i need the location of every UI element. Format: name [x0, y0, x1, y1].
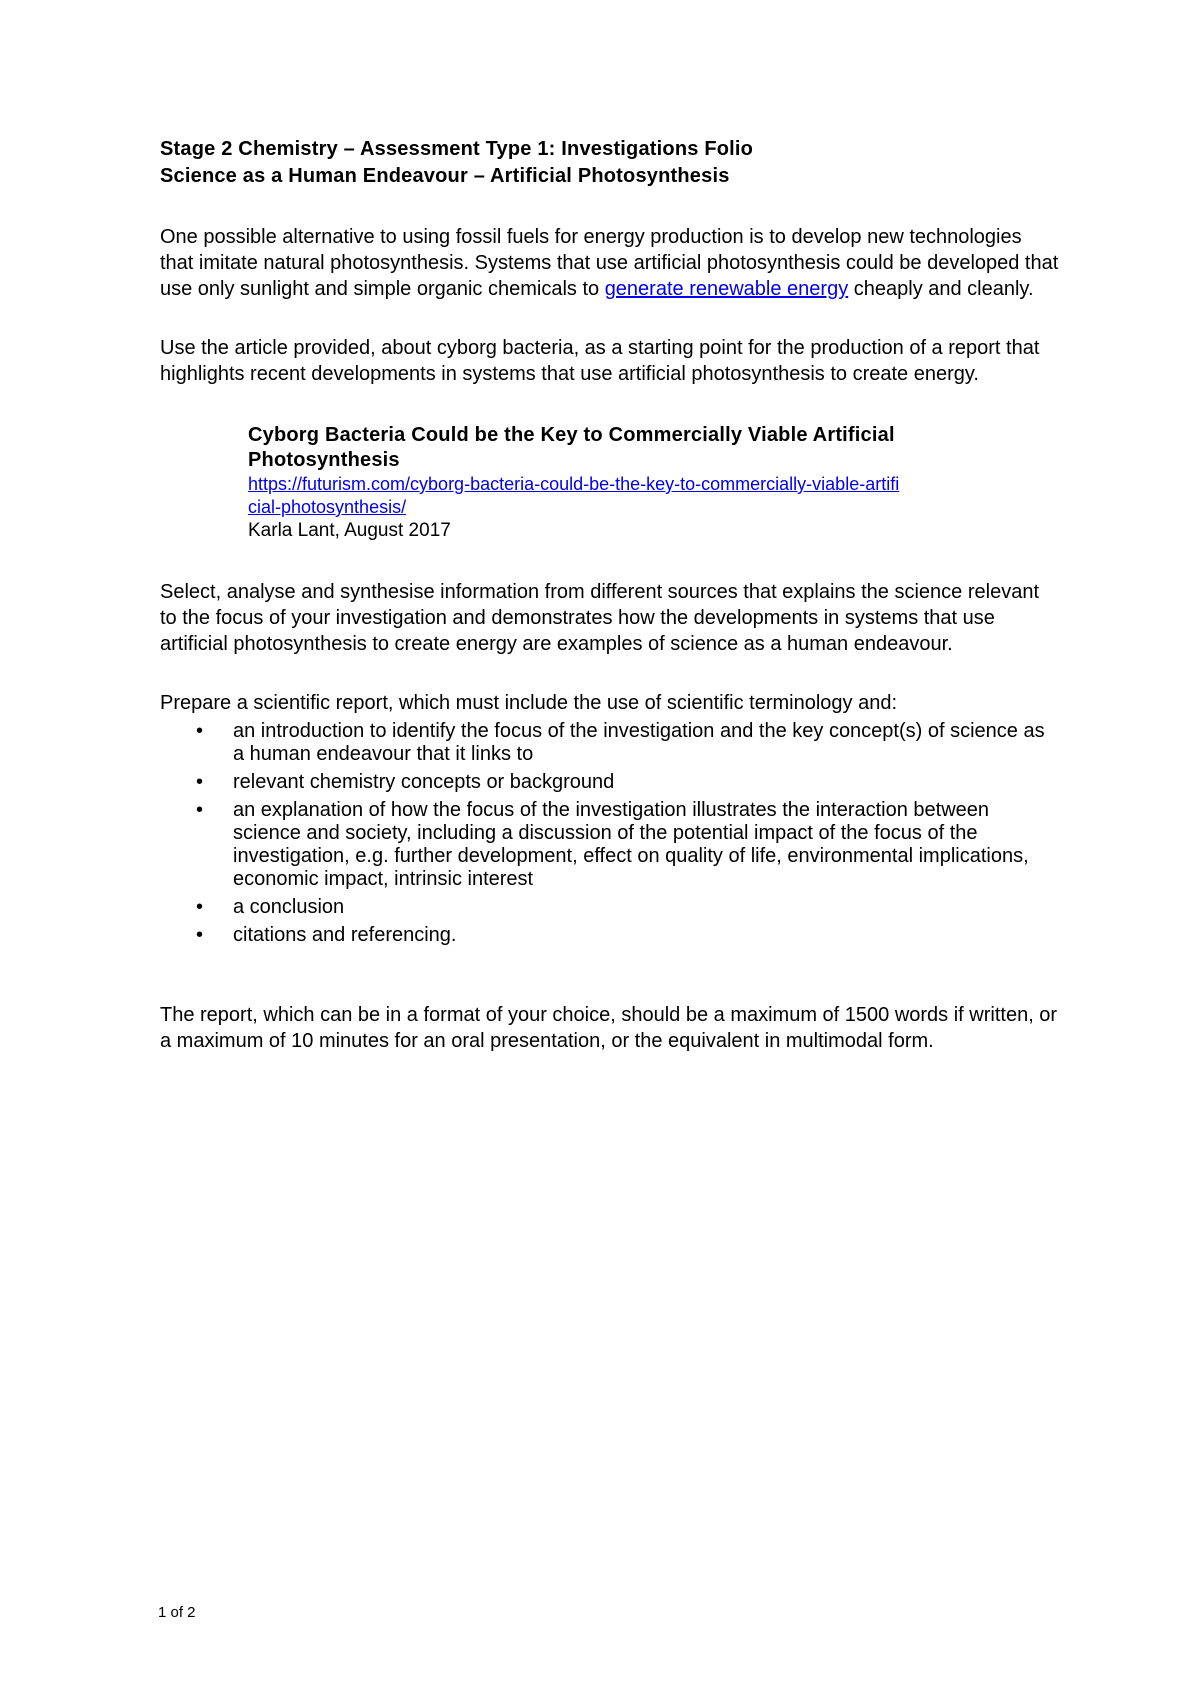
bullet-icon: •: [196, 720, 204, 742]
list-item-text: a conclusion: [233, 896, 345, 918]
citation-title: Cyborg Bacteria Could be the Key to Commercially Viable Artificial Photosynthesis: [248, 424, 895, 471]
title-line-1: Stage 2 Chemistry – Assessment Type 1: Investigations Folio: [160, 138, 754, 160]
citation-url-link[interactable]: https://futurism.com/cyborg-bacteria-could-be-the-key-to-commercially-viable-artificial-photosynthesis/: [248, 474, 900, 517]
title-line-2: Science as a Human Endeavour – Artificial Photosynthesis: [160, 165, 730, 187]
list-item-text: citations and referencing.: [233, 924, 457, 946]
citation-author-date: Karla Lant, August 2017: [248, 520, 451, 541]
list-item-text: relevant chemistry concepts or background: [233, 771, 615, 793]
bullet-icon: •: [196, 771, 204, 793]
list-item-text: an explanation of how the focus of the investigation illustrates the interaction between science and society, including a discussion of the potential impact of the focus of the investigation, e.g. further development, effect on quality of life, environmental implications, economic impact, intrinsic interest: [233, 799, 1029, 890]
list-item: [160, 771, 1060, 794]
intro-text-start: One possible alternative to using fossil fuels for energy production is to develop new technologies that imitate natural photosynthesis. Systems that use artificial photosynthesis could be developed that use only sunlight and simple organic chemicals to: [160, 226, 1059, 300]
intro-text-end: cheaply and cleanly.: [848, 278, 1034, 300]
format-note-paragraph: The report, which can be in a format of your choice, should be a maximum of 1500 words if written, or a maximum of 10 minutes for an oral presentation, or the equivalent in multimodal form.: [160, 1004, 1058, 1052]
list-item: [160, 799, 1060, 891]
page-number: 1 of 2: [158, 1604, 196, 1621]
list-item-text: an introduction to identify the focus of the investigation and the key concept(s) of science as a human endeavour that it links to: [233, 720, 1045, 765]
bullet-icon: •: [196, 896, 204, 918]
document-body: [160, 136, 1060, 1054]
list-item: [160, 720, 1060, 766]
article-citation: [248, 423, 928, 543]
bullet-icon: •: [196, 924, 204, 946]
document-title: [160, 136, 1060, 190]
intro-paragraph: [160, 224, 1060, 302]
report-intro-paragraph: Prepare a scientific report, which must include the use of scientific terminology and:: [160, 692, 898, 714]
article-instruction-paragraph: Use the article provided, about cyborg bacteria, as a starting point for the production of a report that highlights recent developments in systems that use artificial photosynthesis to create energy.: [160, 337, 1040, 385]
bullet-icon: •: [196, 799, 204, 821]
synthesis-instruction-paragraph: Select, analyse and synthesise information from different sources that explains the science relevant to the focus of your investigation and demonstrates how the developments in systems that use artificial photosynthesis to create energy are examples of science as a human endeavour.: [160, 581, 1039, 655]
list-item: [160, 896, 1060, 919]
list-item: [160, 924, 1060, 947]
report-requirements-list: [160, 720, 1060, 947]
renewable-energy-link[interactable]: generate renewable energy: [604, 278, 849, 300]
